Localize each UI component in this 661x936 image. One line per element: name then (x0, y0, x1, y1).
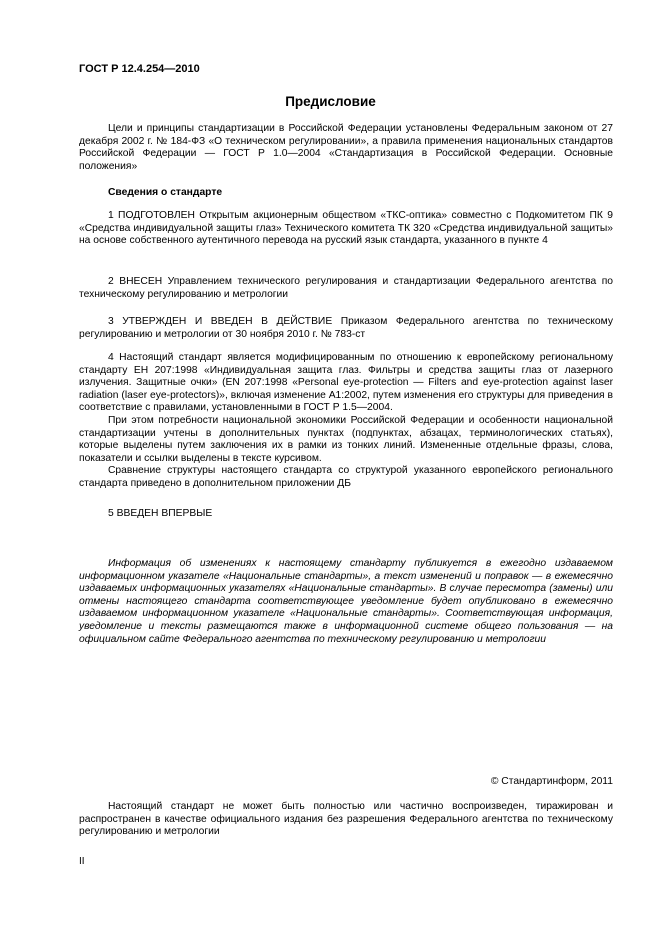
item-2-text: 2 ВНЕСЕН Управлением технического регулирования и стандартизации Федерального агентства по техническому регулированию и метрологии (79, 276, 613, 300)
update-notice (79, 558, 613, 646)
intro-paragraph: Цели и принципы стандартизации в Российской Федерации установлены Федеральным законом от 27 декабря 2002 г. № 184-ФЗ «О техническом регулировании», а правила применения национальных стандартов Российской Федерации — ГОСТ Р 1.0—2004 «Стандартизация в Российской Федерации. Основные положения» (79, 123, 613, 172)
item-2 (79, 276, 613, 301)
item-3 (79, 316, 613, 341)
item-1 (79, 210, 613, 248)
rights-notice (79, 801, 613, 839)
item-1-text: 1 ПОДГОТОВЛЕН Открытым акционерным обществом «ТКС-оптика» совместно с Подкомитетом ПК 9 «Средства индивидуальной защиты глаз» Технического комитета ТК 320 «Средства индивидуальной защиты» на основе собственного аутентичного перевода на русский язык стандарта, указанного в пункте 4 (79, 210, 613, 247)
preface-intro (79, 123, 613, 173)
copyright: © Стандартинформ, 2011 (490, 776, 613, 787)
item-4-comparison: Сравнение структуры настоящего стандарта со структурой указанного европейского регионального стандарта приведено в дополнительном приложении ДБ (79, 465, 613, 489)
item-3-text: 3 УТВЕРЖДЕН И ВВЕДЕН В ДЕЙСТВИЕ Приказом Федерального агентства по техническому регулированию и метрологии от 30 ноября 2010 г. № 783-ст (79, 316, 613, 340)
standard-info-subtitle: Сведения о стандарте (108, 187, 223, 198)
update-notice-text: Информация об изменениях к настоящему стандарту публикуется в ежегодно издаваемом информационном указателе «Национальные стандарты», а текст изменений и поправок — в ежемесячно издаваемых информационных указателях «Национальные стандарты». В случае пересмотра (замены) или отмены настоящего стандарта соответствующее уведомление будет опубликовано в ежемесячно издаваемом информационном указателе «Национальные стандарты». Соответствующая информация, уведомление и тексты размещаются также в информационной системе общего пользования — на официальном сайте Федерального агентства по техническому регулированию и метрологии (79, 558, 613, 645)
item-5 (79, 508, 613, 521)
rights-notice-text: Настоящий стандарт не может быть полностью или частично воспроизведен, тиражирован и распространен в качестве официального издания без разрешения Федерального агентства по техническому регулированию и метрологии (79, 801, 613, 838)
item-5-text: 5 ВВЕДЕН ВПЕРВЫЕ (108, 508, 213, 519)
item-4-text: 4 Настоящий стандарт является модифицированным по отношению к европейскому региональному стандарту ЕН 207:1998 «Индивидуальная защита глаз. Фильтры и средства защиты глаз от лазерного излучения. Защитные очки» (EN 207:1998 «Personal eye-protection — Filters and eye-protection against laser radiation (laser eye-protectors)», включая изменение A1:2002, путем изменения его структуры для приведения в соответствие с правилами, установленными в ГОСТ Р 1.5—2004. (79, 352, 613, 414)
page-number: II (79, 856, 85, 867)
preface-title: Предисловие (285, 94, 376, 109)
document-code: ГОСТ Р 12.4.254—2010 (79, 63, 200, 75)
item-4 (79, 352, 613, 491)
item-4-national: При этом потребности национальной экономики Российской Федерации и особенности национальной стандартизации учтены в дополнительных пунктах (подпунктах, абзацах, терминологических статьях), которые выделены путем заключения их в рамки из тонких линий. Измененные отдельные фразы, слова, показатели и ссылки выделены в тексте курсивом. (79, 414, 613, 464)
